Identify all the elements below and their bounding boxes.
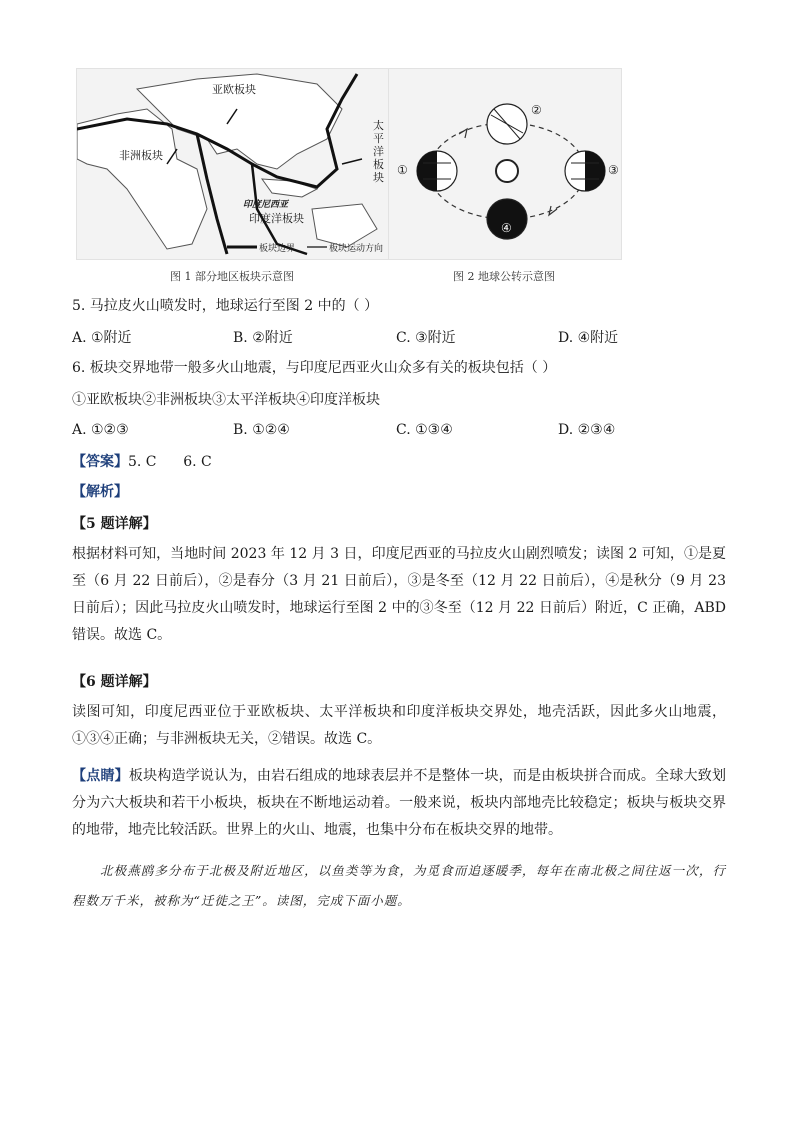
q6-option-b: B. ①②④ xyxy=(233,422,290,438)
label-indonesia: 印度尼西亚 xyxy=(243,200,289,210)
detail5-text: 根据材料可知，当地时间 2023 年 12 月 3 日，印度尼西亚的马拉皮火山剧烈喷发；读图 2 可知，①是夏至（6 月 22 日前后），②是春分（3 月 21 日前后），③是冬至（12 月 22 日前后），④是秋分（9 月 23 日前后）；因此马拉皮火山喷发时，地球运行至图 2 中的③冬至（12 月 22 日前后）附近，C 正确，ABD 错误。故选 C。 xyxy=(72,546,726,643)
marker-4: ④ xyxy=(501,221,512,235)
earth-position-3 xyxy=(565,151,605,191)
q5-stem: 5. 马拉皮火山喷发时，地球运行至图 2 中的（ ） xyxy=(72,298,379,314)
detail6-text: 读图可知，印度尼西亚位于亚欧板块、太平洋板块和印度洋板块交界处，地壳活跃，因此多火山地震，①③④正确；与非洲板块无关，②错误。故选 C。 xyxy=(72,704,726,747)
answer-line xyxy=(72,452,212,472)
figure1-plate-map xyxy=(76,68,390,260)
analysis-label: 【解析】 xyxy=(72,484,128,500)
q6-option-c: C. ①③④ xyxy=(396,422,453,438)
figure2-caption: 图 2 地球公转示意图 xyxy=(453,270,555,283)
q5-option-b: B. ②附近 xyxy=(233,330,293,346)
label-africa: 非洲板块 xyxy=(119,149,163,162)
marker-2: ② xyxy=(531,103,542,117)
marker-3: ③ xyxy=(608,163,619,177)
tip-paragraph xyxy=(72,763,726,844)
label-pacific: 太平洋板块 xyxy=(373,119,384,184)
plate-map-drawing xyxy=(77,69,389,259)
figure2-revolution-diagram xyxy=(388,68,622,260)
answer-label: 【答案】 xyxy=(72,454,128,470)
orbit-arrow xyxy=(459,129,467,138)
detail6-label: 【6 题详解】 xyxy=(72,674,157,690)
label-eurasia: 亚欧板块 xyxy=(212,83,256,96)
q6-option-a: A. ①②③ xyxy=(72,422,129,438)
marker-1: ① xyxy=(397,163,408,177)
indonesia-land xyxy=(262,179,317,197)
answer-text: 5. C 6. C xyxy=(128,454,212,470)
detail5-label: 【5 题详解】 xyxy=(72,516,157,532)
next-material: 北极燕鸥多分布于北极及附近地区，以鱼类等为食，为觅食而追逐暖季，每年在南北极之间往返一次，行程数万千米，被称为“迁徙之王”。读图，完成下面小题。 xyxy=(72,863,726,908)
earth-position-2 xyxy=(487,104,527,144)
label-indian: 印度洋板块 xyxy=(249,212,304,225)
figure1-caption: 图 1 部分地区板块示意图 xyxy=(170,270,294,283)
legend-direction-label: 板块运动方向 xyxy=(329,244,384,254)
legend-boundary-label: 板块边界 xyxy=(259,244,296,254)
tip-text: 板块构造学说认为，由岩石组成的地球表层并不是整体一块，而是由板块拼合而成。全球大致划分为六大板块和若干小板块，板块在不断地运动着。一般来说，板块内部地壳比较稳定；板块与板块交界的地带，地壳比较活跃。世界上的火山、地震，也集中分布在板块交界的地带。 xyxy=(72,768,726,838)
sun-icon xyxy=(496,160,518,182)
motion-arrow xyxy=(342,159,362,164)
q6-stem: 6. 板块交界地带一般多火山地震，与印度尼西亚火山众多有关的板块包括（ ） xyxy=(72,360,557,376)
earth-position-1 xyxy=(417,151,457,191)
q5-option-d: D. ④附近 xyxy=(558,330,619,346)
q6-option-d: D. ②③④ xyxy=(558,422,616,438)
orbit-arrow xyxy=(549,206,557,215)
q5-option-c: C. ③附近 xyxy=(396,330,456,346)
tip-label: 【点睛】 xyxy=(72,768,129,784)
q6-items: ①亚欧板块②非洲板块③太平洋板块④印度洋板块 xyxy=(72,392,380,408)
q5-option-a: A. ①附近 xyxy=(72,330,132,346)
